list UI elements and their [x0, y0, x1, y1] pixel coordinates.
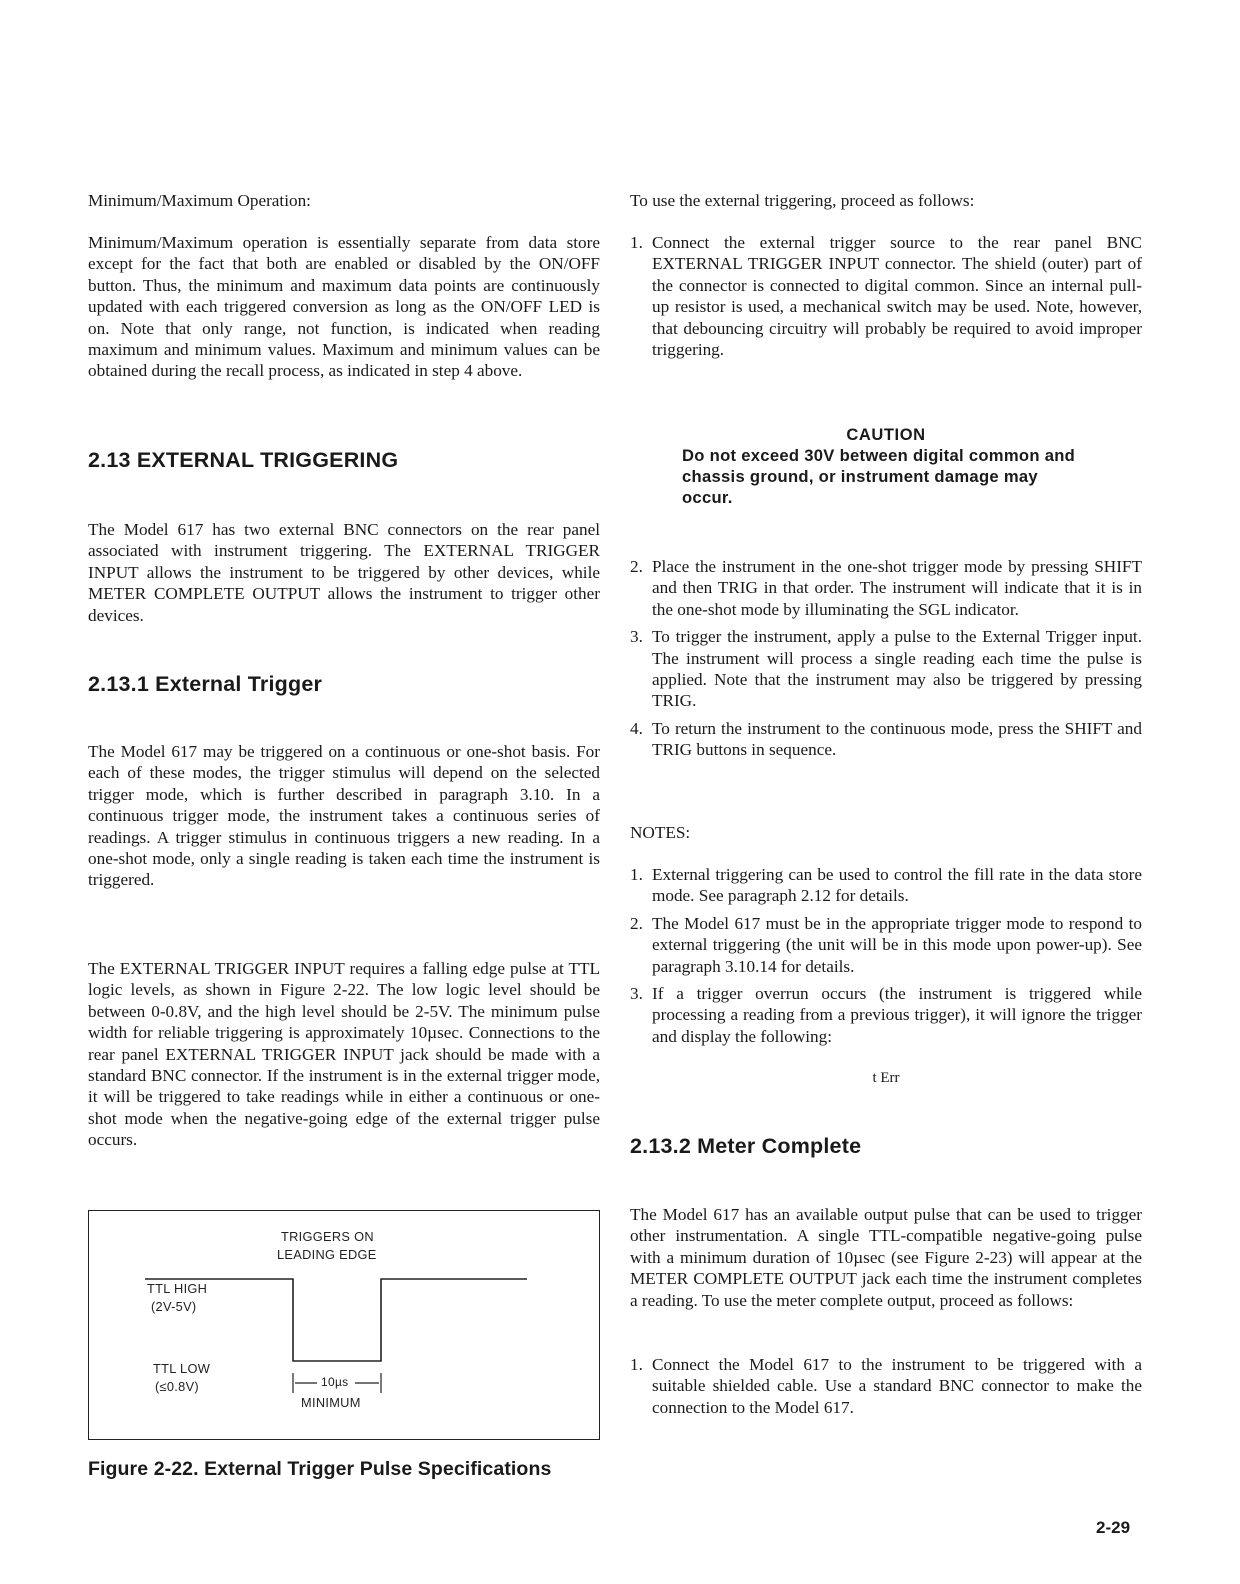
subsection-heading-external-trigger: 2.13.1 External Trigger [88, 672, 323, 696]
meter-complete-paragraph: The Model 617 has an available output pulse that can be used to trigger other instrumentation. A single TTL-compatible negative-going pulse with a minimum duration of 10µsec (see Figure 2-23) will appear at the METER COMPLETE OUTPUT jack each time the instrument completes a reading. To use the meter complete output, proceed as follows: [630, 1205, 1142, 1310]
figure-caption: Figure 2-22. External Trigger Pulse Specifications [88, 1458, 552, 1480]
external-trigger-steps-a [630, 232, 1142, 366]
external-trigger-paragraph-1: The Model 617 may be triggered on a continuous or one-shot basis. For each of these modes, the trigger stimulus will depend on the selected trigger mode, which is further described in paragraph 3.10. In a continuous trigger mode, the instrument takes a continuous series of readings. A trigger stimulus in continuous triggers a new reading. In a one-shot mode, only a single reading is taken each time the instrument is triggered. [88, 742, 600, 890]
external-triggering-paragraph: The Model 617 has two external BNC connectors on the rear panel associated with instrument triggering. The EXTERNAL TRIGGER INPUT allows the instrument to be triggered by other devices, while METER COMPLETE OUTPUT allows the instrument to trigger other devices. [88, 520, 600, 625]
ttl-high-label-line1: TTL HIGH [147, 1281, 208, 1296]
list-item: 1. External triggering can be used to control the fill rate in the data store mode. See paragraph 2.12 for details. [630, 865, 1142, 906]
caution-title: CAUTION [846, 426, 926, 444]
list-item: 2. Place the instrument in the one-shot trigger mode by pressing SHIFT and then TRIG in that order. The instrument will indicate that it is in the one-shot mode by illuminating the SGL indicator. [630, 557, 1142, 619]
minmax-paragraph: Minimum/Maximum operation is essentially separate from data store except for the fact that both are enabled or disabled by the ON/OFF button. Thus, the minimum and maximum data points are continuously updated with each triggered conversion as long as the ON/OFF LED is on. Note that only range, not function, is indicated when reading maximum and minimum values. Maximum and minimum values can be obtained during the recall process, as indicated in step 4 above. [88, 233, 600, 381]
notes-list [630, 864, 1142, 1053]
ttl-low-label-line2: (≤0.8V) [155, 1379, 199, 1394]
external-trigger-intro: To use the external triggering, proceed as follows: [630, 191, 975, 210]
ttl-high-label-line2: (2V-5V) [151, 1299, 197, 1314]
external-trigger-steps-b [630, 556, 1142, 767]
meter-complete-steps [630, 1354, 1142, 1424]
figure-2-22-diagram [88, 1210, 600, 1440]
display-readout: t Err [872, 1070, 900, 1086]
notes-heading: NOTES: [630, 823, 691, 842]
subsection-heading-meter-complete: 2.13.2 Meter Complete [630, 1134, 862, 1158]
list-item: 3. If a trigger overrun occurs (the instrument is triggered while processing a reading from a previous trigger), it will ignore the trigger and display the following: [630, 984, 1142, 1046]
minimum-label: MINIMUM [301, 1395, 361, 1410]
page-number: 2-29 [1096, 1518, 1131, 1537]
list-item: 3. To trigger the instrument, apply a pulse to the External Trigger input. The instrument will process a single reading each time the pulse is applied. Note that the instrument may also be triggered by pressing TRIG. [630, 627, 1142, 711]
list-item: 4. To return the instrument to the continuous mode, press the SHIFT and TRIG buttons in sequence. [630, 718, 1142, 760]
list-item: 1. Connect the external trigger source to the rear panel BNC EXTERNAL TRIGGER INPUT connector. The shield (outer) part of the connector is connected to digital common. Since an internal pull-up resistor is used, a mechanical switch may be used. Note, however, that debouncing circuitry will probably be required to avoid improper triggering. [630, 233, 1142, 360]
triggers-label-line2: LEADING EDGE [277, 1247, 377, 1262]
pulse-width-label: 10µs [321, 1375, 349, 1389]
caution-box [630, 426, 1142, 508]
external-trigger-paragraph-2: The EXTERNAL TRIGGER INPUT requires a falling edge pulse at TTL logic levels, as shown in Figure 2-22. The low logic level should be between 0-0.8V, and the high level should be 2-5V. The minimum pulse width for reliable triggering is approximately 10µsec. Connections to the rear panel EXTERNAL TRIGGER INPUT jack should be made with a standard BNC connector. If the instrument is in the external trigger mode, it will be triggered to take readings while in either a continuous or one-shot mode when the negative-going edge of the external trigger pulse occurs. [88, 959, 600, 1150]
triggers-label-line1: TRIGGERS ON [281, 1229, 374, 1244]
caution-text: Do not exceed 30V between digital common and chassis ground, or instrument damage may occur. [682, 446, 1076, 507]
minmax-heading: Minimum/Maximum Operation: [88, 191, 311, 210]
ttl-low-label-line1: TTL LOW [153, 1361, 211, 1376]
section-heading-external-triggering: 2.13 EXTERNAL TRIGGERING [88, 448, 399, 472]
list-item: 2. The Model 617 must be in the appropriate trigger mode to respond to external triggering (the unit will be in this mode upon power-up). See paragraph 3.10.14 for details. [630, 913, 1142, 976]
list-item: 1. Connect the Model 617 to the instrument to be triggered with a suitable shielded cable. Use a standard BNC connector to make the connection to the Model 617. [630, 1355, 1142, 1417]
